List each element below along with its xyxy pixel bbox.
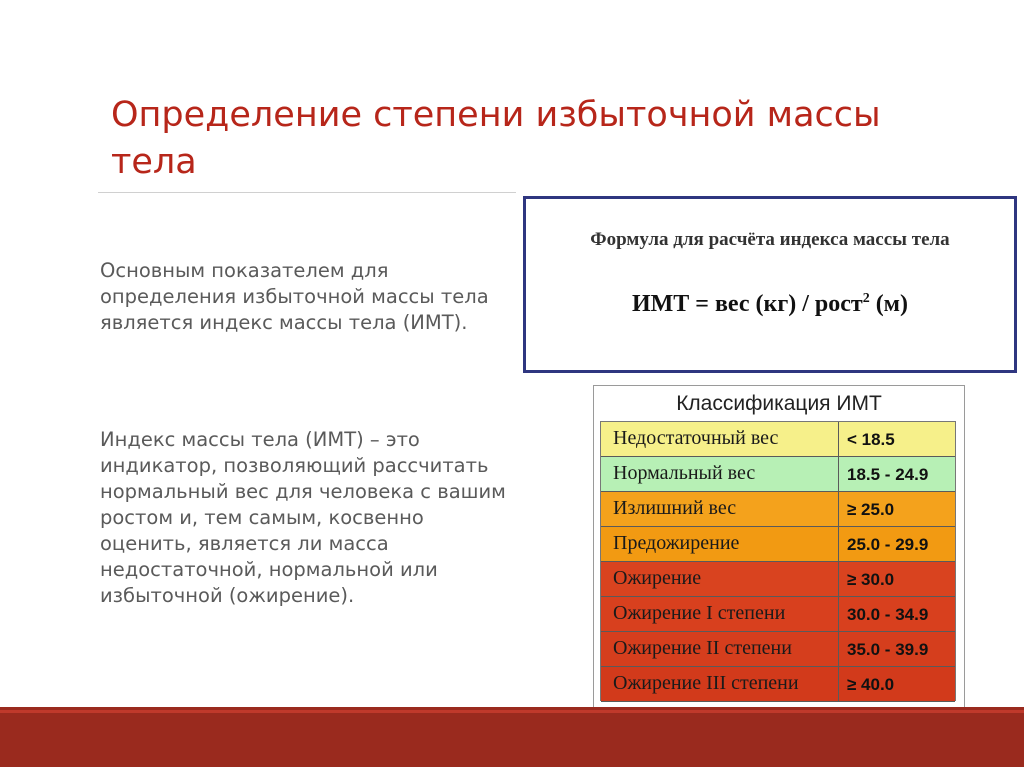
- bmi-category-cell: Предожирение: [601, 527, 839, 561]
- formula-power: 2: [862, 291, 870, 306]
- table-row: [601, 562, 955, 597]
- bmi-table-rows: [600, 421, 956, 701]
- formula-title: Формула для расчёта индекса массы тела: [590, 229, 950, 250]
- paragraph-1: Основным показателем для определения избыточной массы тела является индекс массы тела (ИМТ).: [100, 259, 489, 334]
- bmi-range-cell: 30.0 - 34.9: [847, 605, 929, 624]
- bmi-range-cell: 25.0 - 29.9: [847, 535, 929, 554]
- table-row: [601, 632, 955, 667]
- bmi-category-cell: Недостаточный вес: [601, 422, 839, 456]
- paragraph-2: Индекс массы тела (ИМТ) – это индикатор, позволяющий рассчитать нормальный вес для человека с вашим ростом и, тем самым, косвенно оценить, является ли масса недостаточной, нормальной или избыточной (ожирение).: [100, 428, 506, 607]
- table-row: [601, 527, 955, 562]
- bmi-category-cell: Нормальный вес: [601, 457, 839, 491]
- bmi-range-cell: ≥ 30.0: [847, 570, 895, 589]
- bmi-table-caption: Классификация ИМТ: [676, 392, 882, 415]
- bmi-category-cell: Ожирение I степени: [601, 597, 839, 631]
- table-row: [601, 492, 955, 527]
- bmi-category-cell: Излишний вес: [601, 492, 839, 526]
- table-row: [601, 597, 955, 632]
- bmi-range-cell: 18.5 - 24.9: [847, 465, 929, 484]
- bmi-range-cell: ≥ 25.0: [847, 500, 895, 519]
- bmi-range-cell: 35.0 - 39.9: [847, 640, 929, 659]
- formula-main: ИМТ = вес (кг) / рост: [631, 291, 863, 317]
- formula-box: [523, 196, 1017, 373]
- title-divider: [98, 192, 516, 193]
- slide-title: Определение степени избыточной массы тела: [111, 95, 881, 182]
- bmi-range-cell: ≥ 40.0: [847, 675, 895, 694]
- table-row: [601, 457, 955, 492]
- bmi-range-cell: < 18.5: [847, 430, 895, 449]
- footer-accent-line: [0, 710, 1024, 713]
- bmi-category-cell: Ожирение II степени: [601, 632, 839, 666]
- formula-tail: (м): [869, 291, 909, 317]
- footer-band: [0, 707, 1024, 767]
- bmi-category-cell: Ожирение: [601, 562, 839, 596]
- bmi-category-cell: Ожирение III степени: [601, 667, 839, 701]
- formula-equation: [526, 291, 1014, 318]
- table-row: [601, 422, 955, 457]
- table-row: [601, 667, 955, 702]
- bmi-classification-table: [593, 385, 965, 708]
